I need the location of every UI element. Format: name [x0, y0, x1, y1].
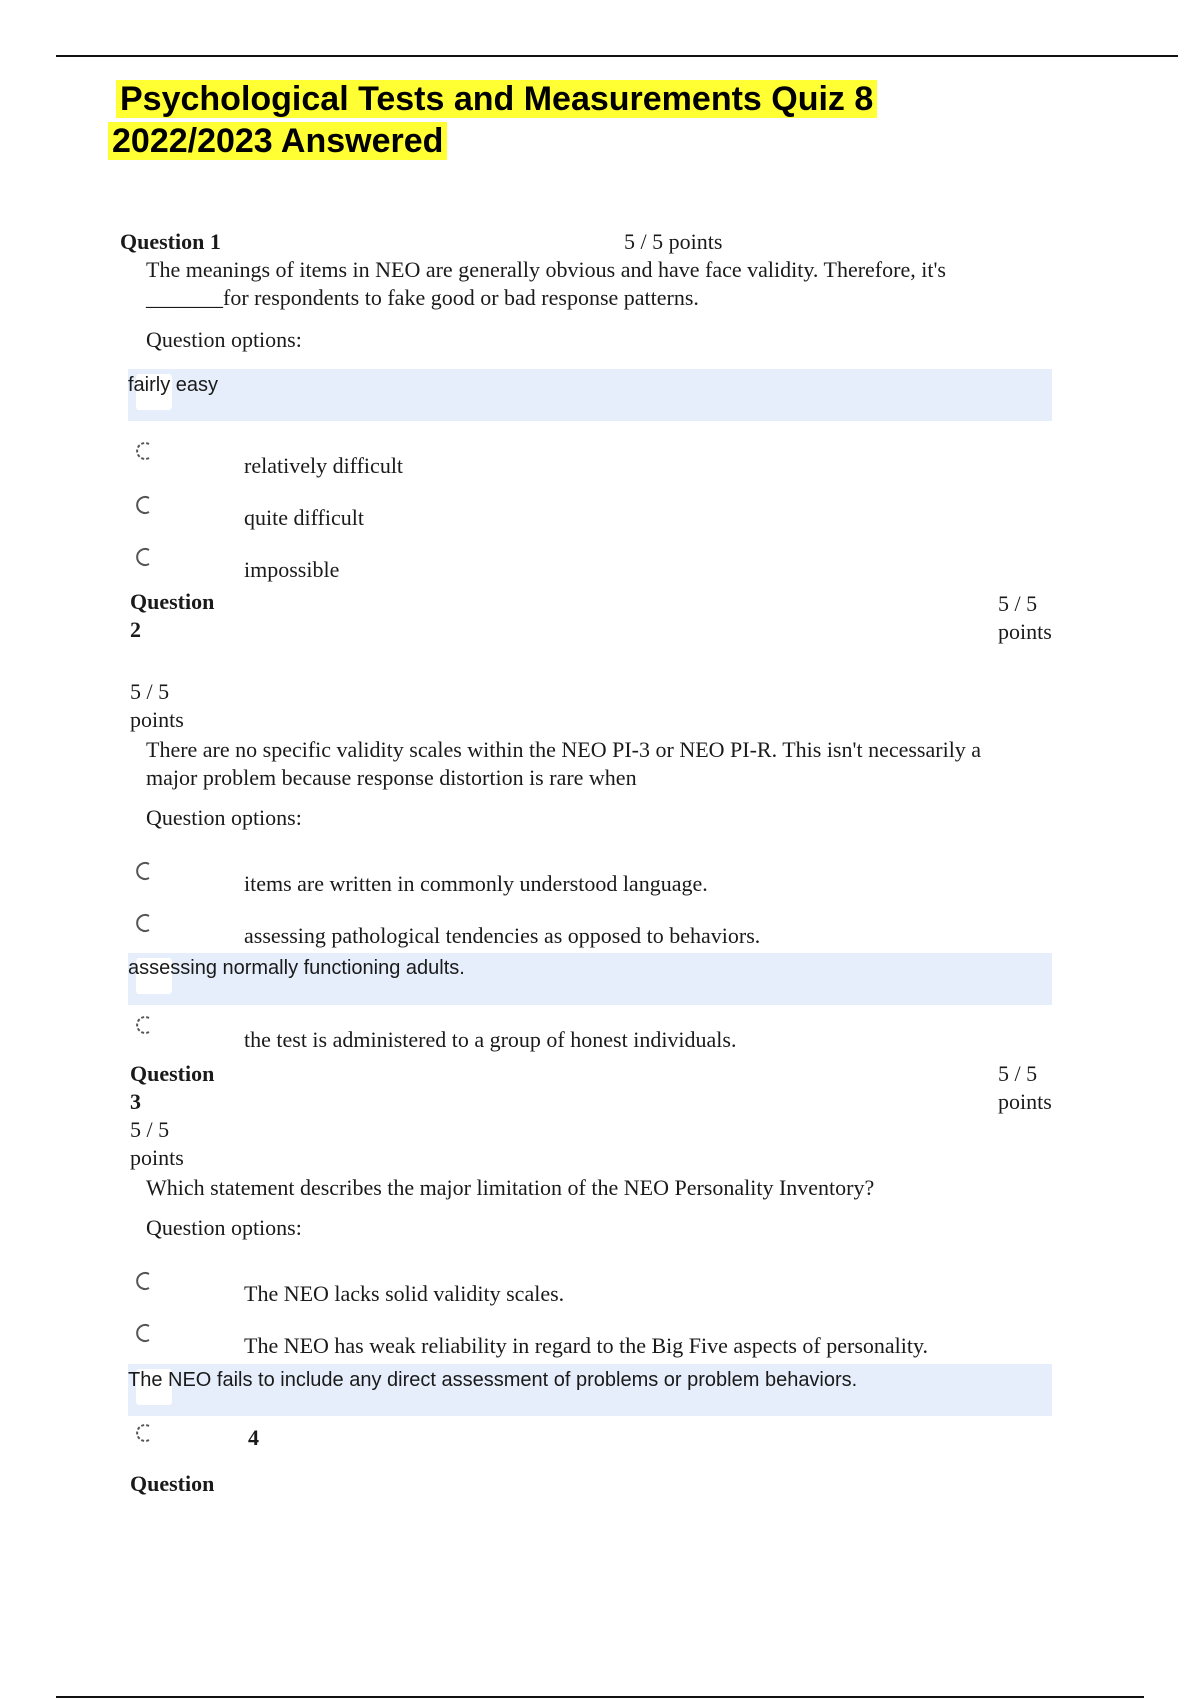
- question-4-label: Question: [130, 1471, 215, 1496]
- question-1-option-4: impossible: [244, 557, 340, 582]
- question-3-label: Question: [130, 1061, 215, 1086]
- question-1-text: The meanings of items in NEO are generally obvious and have face validity. Therefore, it's: [146, 257, 946, 282]
- question-3-text: Which statement describes the major limitation of the NEO Personality Inventory?: [146, 1175, 875, 1200]
- question-2-text-line-2: major problem because response distortion is rare when: [146, 765, 637, 790]
- question-3-option-4: 4: [248, 1425, 259, 1450]
- title-line-2: 2022/2023 Answered: [108, 122, 447, 160]
- question-3-points-left-unit: points: [130, 1145, 184, 1170]
- question-1-option-2: relatively difficult: [244, 453, 404, 478]
- question-1-option-4-radio-icon[interactable]: [135, 546, 155, 568]
- top-rule: [56, 55, 1178, 57]
- question-3-option-1: The NEO lacks solid validity scales.: [244, 1281, 565, 1306]
- question-2-options-label: Question options:: [146, 805, 302, 830]
- question-2-points-right-unit: points: [998, 619, 1052, 644]
- question-1-option-3-radio-icon[interactable]: [135, 494, 155, 516]
- question-2-option-1-radio-icon[interactable]: [135, 860, 155, 882]
- document-title: [108, 78, 877, 162]
- question-3-points-right: 5 / 5: [998, 1061, 1038, 1086]
- question-2-option-1: items are written in commonly understood language.: [244, 871, 708, 896]
- question-2-text: There are no specific validity scales within the NEO PI-3 or NEO PI-R. This isn't necessarily a: [146, 737, 982, 762]
- title-line-1: Psychological Tests and Measurements Quiz 8: [116, 80, 877, 118]
- question-2-option-4-radio-icon[interactable]: [135, 1014, 155, 1036]
- question-1-points: 5 / 5 points: [624, 229, 723, 254]
- question-3-number: 3: [130, 1089, 141, 1114]
- question-2-option-4: the test is administered to a group of honest individuals.: [244, 1027, 737, 1052]
- question-1-correct-answer-highlight: [128, 369, 1052, 421]
- question-1-option-2-radio-icon[interactable]: [135, 440, 155, 462]
- question-3-points-right-unit: points: [998, 1089, 1052, 1114]
- question-2-points-left-unit: points: [130, 707, 184, 732]
- question-1-option-3: quite difficult: [244, 505, 364, 530]
- question-2-label: Question: [130, 589, 215, 614]
- question-2-option-2-radio-icon[interactable]: [135, 912, 155, 934]
- question-3-option-4-radio-icon[interactable]: [135, 1422, 155, 1444]
- question-3-option-3: The NEO fails to include any direct assessment of problems or problem behaviors.: [128, 1369, 858, 1391]
- question-1-text-line-2: _______for respondents to fake good or bad response patterns.: [146, 285, 699, 310]
- question-3-option-2-radio-icon[interactable]: [135, 1322, 155, 1344]
- question-2-option-2: assessing pathological tendencies as opposed to behaviors.: [244, 923, 761, 948]
- question-2-points-right: 5 / 5: [998, 591, 1038, 616]
- question-2-option-3: assessing normally functioning adults.: [128, 957, 465, 979]
- question-3-options-label: Question options:: [146, 1215, 302, 1240]
- question-2-points-left: 5 / 5: [130, 679, 170, 704]
- question-3-points-left: 5 / 5: [130, 1117, 170, 1142]
- question-3-option-2: The NEO has weak reliability in regard to the Big Five aspects of personality.: [244, 1333, 929, 1358]
- question-2-number: 2: [130, 617, 141, 642]
- question-1-options-label: Question options:: [146, 327, 302, 352]
- bottom-rule: [56, 1696, 1144, 1698]
- question-3-option-1-radio-icon[interactable]: [135, 1270, 155, 1292]
- question-1-label: Question 1: [120, 229, 221, 254]
- question-1-option-1: fairly easy: [128, 374, 219, 396]
